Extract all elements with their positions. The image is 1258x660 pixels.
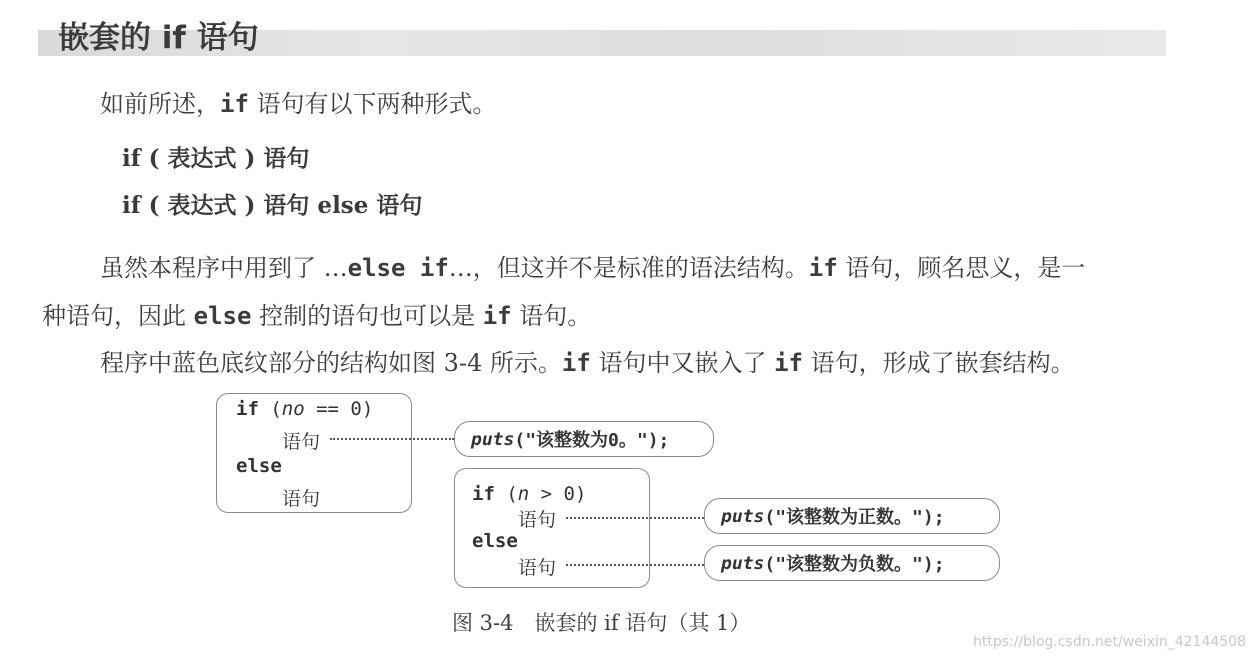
outer-stmt-2: 语句 — [282, 488, 321, 510]
figure-caption: 图 3-4 嵌套的 if 语句（其 1） — [452, 611, 751, 635]
paragraph-1-line-1 — [100, 248, 1085, 283]
p1-text-f: 种语句，因此 — [42, 302, 194, 330]
p2-code-if: if — [561, 349, 591, 377]
outer-cond-var: no — [281, 398, 305, 420]
inner-stmt-1: 语句 — [518, 509, 557, 531]
outer-if-keyword: if — [236, 398, 259, 420]
connector-outer-stmt1 — [330, 438, 454, 440]
p1-code-if-2: if — [482, 302, 512, 330]
inner-cond-rest: > 0) — [529, 483, 587, 505]
connector-inner-stmt1 — [566, 517, 704, 519]
pill2-arg: ("该整数为正数。"); — [764, 507, 945, 528]
p1-text-h: 控制的语句也可以是 — [251, 302, 483, 330]
outer-else-keyword: else — [236, 455, 282, 477]
outer-cond-open: ( — [258, 398, 282, 420]
puts-negative-pill — [704, 545, 1000, 581]
pill3-arg: ("该整数为负数。"); — [764, 554, 945, 575]
pill3-fn: puts — [721, 552, 765, 574]
p2-text-e: 语句，形成了嵌套结构。 — [802, 349, 1075, 377]
section-heading: 嵌套的 if 语句 — [58, 20, 259, 56]
pill2-fn: puts — [721, 505, 765, 527]
intro-text-pre: 如前所述， — [100, 90, 220, 118]
puts-positive-pill — [704, 498, 1000, 534]
puts-zero-pill — [454, 421, 714, 457]
p2-text-c: 语句中又嵌入了 — [590, 349, 775, 377]
connector-inner-stmt2 — [566, 564, 704, 566]
p1-code-if: if — [808, 254, 838, 282]
outer-cond-rest: == 0) — [304, 398, 374, 420]
p1-text-j: 语句。 — [511, 302, 592, 330]
p2-text-a: 程序中蓝色底纹部分的结构如图 3-4 所示。 — [100, 349, 562, 377]
inner-if-keyword: if — [472, 483, 495, 505]
p1-text-c: …，但这并不是标准的语法结构。 — [448, 254, 809, 282]
intro-keyword: if — [220, 90, 249, 118]
watermark: https://blog.csdn.net/weixin_42144508 — [972, 634, 1246, 650]
pill1-arg: ("该整数为0。"); — [514, 430, 670, 451]
intro-paragraph — [100, 84, 497, 119]
syntax-form-2: if ( 表达式 ) 语句 else 语句 — [122, 192, 423, 219]
p1-text-e: 语句，顾名思义，是一 — [837, 254, 1086, 282]
p2-code-if-2: if — [774, 349, 803, 377]
syntax-form-1: if ( 表达式 ) 语句 — [122, 145, 310, 172]
inner-cond-open: ( — [494, 483, 518, 505]
outer-if-condition — [236, 398, 373, 420]
inner-if-condition — [472, 483, 586, 505]
inner-stmt-2: 语句 — [518, 557, 557, 579]
p1-code-else-if: else if — [347, 254, 449, 282]
p1-text-a: 虽然本程序中用到了 … — [100, 254, 348, 282]
intro-text-post: 语句有以下两种形式。 — [248, 90, 497, 118]
inner-cond-var: n — [517, 483, 530, 505]
pill1-fn: puts — [471, 428, 515, 450]
inner-else-keyword: else — [472, 530, 518, 552]
paragraph-1-line-2 — [42, 296, 591, 331]
outer-stmt-1: 语句 — [282, 431, 321, 453]
p1-code-else: else — [193, 302, 252, 330]
paragraph-2 — [100, 343, 1075, 378]
